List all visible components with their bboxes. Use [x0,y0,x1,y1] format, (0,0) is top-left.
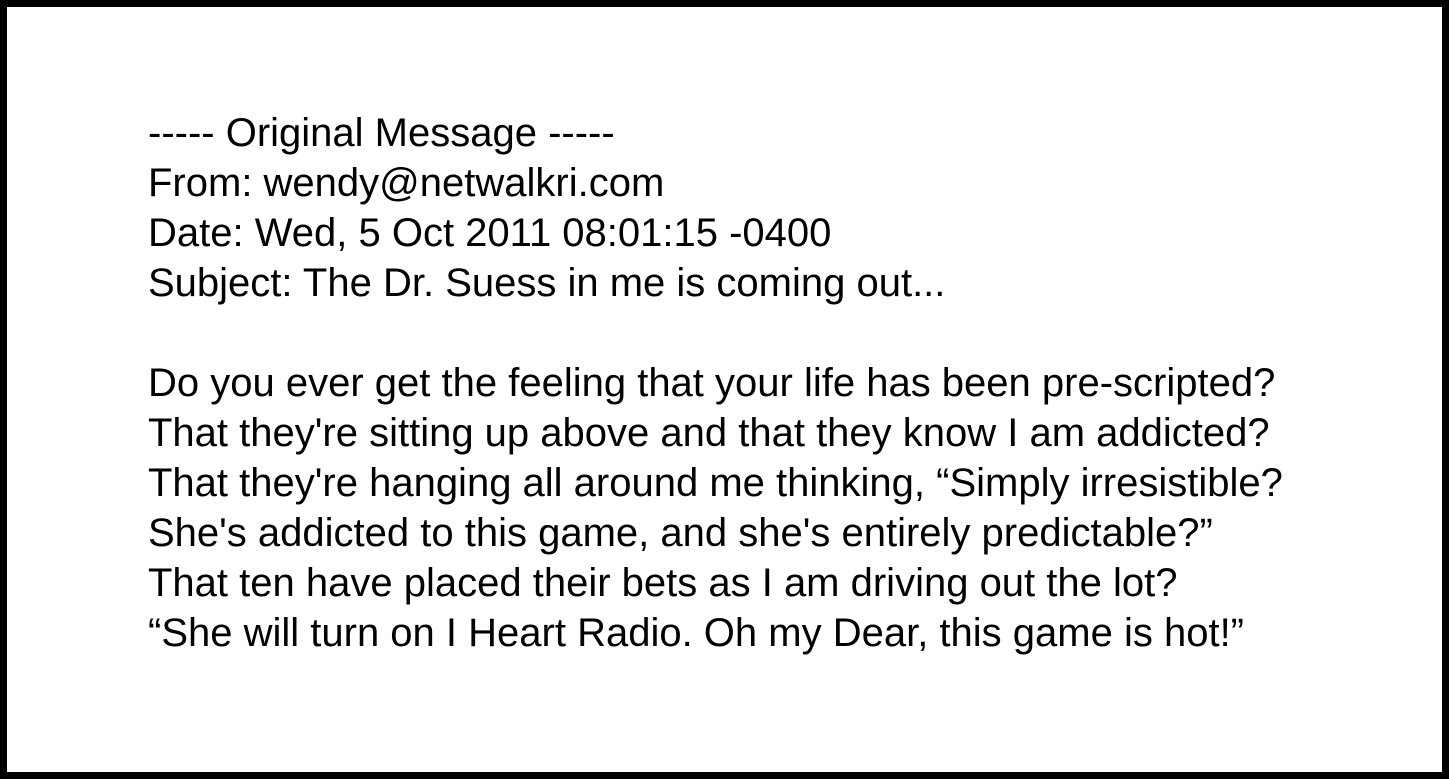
original-message-separator: ----- Original Message ----- [148,111,615,155]
body-line: That ten have placed their bets as I am driving out the lot? [148,561,1178,605]
body-line: “She will turn on I Heart Radio. Oh my Dear, this game is hot!” [148,611,1244,655]
body-line: She's addicted to this game, and she's entirely predictable?” [148,511,1213,555]
body-line: That they're hanging all around me thinking, “Simply irresistible? [148,461,1283,505]
email-quote-header [148,108,1283,308]
header-line-date: Date: Wed, 5 Oct 2011 08:01:15 -0400 [148,211,832,255]
body-line: That they're sitting up above and that they know I am addicted? [148,411,1270,455]
body-line: Do you ever get the feeling that your life has been pre-scripted? [148,361,1276,405]
header-line-subject: Subject: The Dr. Suess in me is coming out... [148,261,946,305]
email-quote [148,108,1283,658]
header-line-from: From: wendy@netwalkri.com [148,161,665,205]
email-quote-body [148,358,1283,658]
